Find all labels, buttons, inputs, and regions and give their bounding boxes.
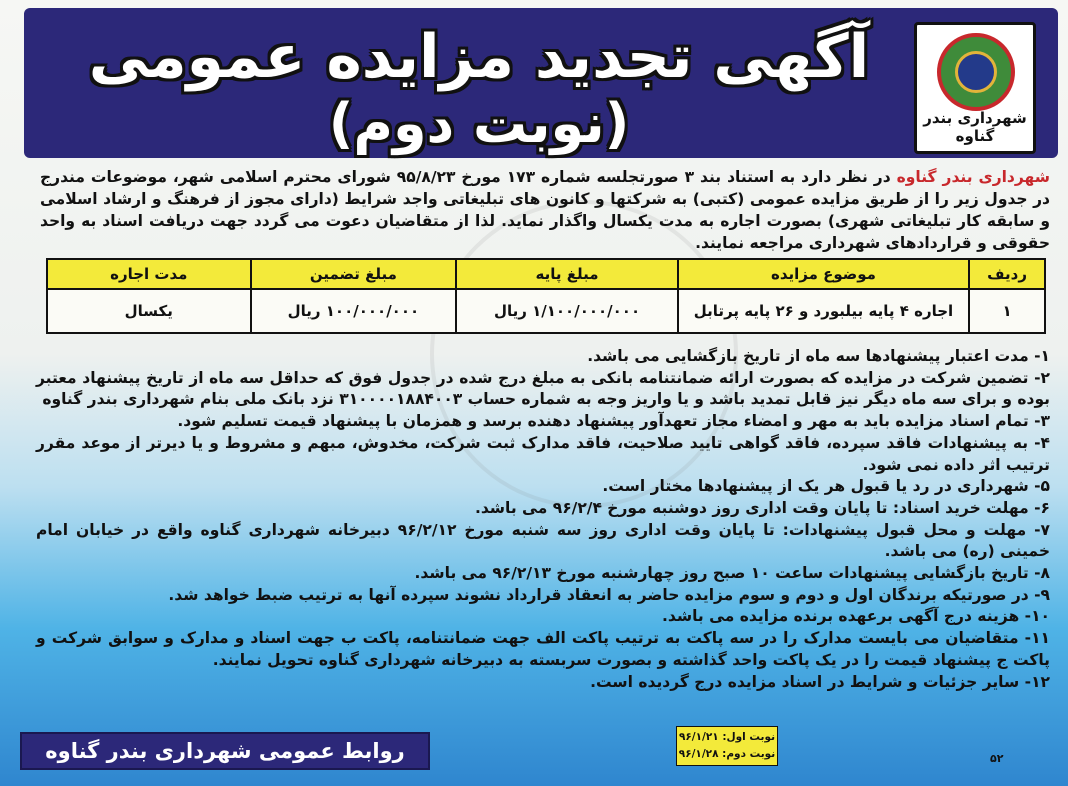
logo-caption: شهرداری بندر گناوه	[923, 109, 1027, 145]
logo-emblem-icon	[937, 33, 1015, 111]
term-item: ۲- تضمین شرکت در مزایده که بصورت ارائه ضمانتنامه بانکی به مبلغ درج شده در جدول فوق که حداقل سه ماه از تاریخ پیشنهاد معتبر بوده و برای سه ماه دیگر نیز قابل تمدید باشد و یا واریز وجه به شماره حساب ۳۱۰۰۰۰۱۸۸۴۰۰۳ نزد بانک ملی بنام شهرداری بندر گناوه	[36, 368, 1050, 409]
term-item: ۱۰- هزینه درج آگهی برعهده برنده مزایده می باشد.	[661, 607, 1050, 626]
table-row	[47, 289, 1045, 333]
term-item: ۱۲- سایر جزئیات و شرایط در اسناد مزایده درج گردیده است.	[590, 672, 1050, 691]
intro-org: شهرداری بندر گناوه	[896, 168, 1051, 186]
auction-table	[46, 258, 1046, 334]
term-item: ۸- تاریخ بازگشایی پیشنهادات ساعت ۱۰ صبح روز چهارشنبه مورخ ۹۶/۲/۱۳ می باشد.	[414, 564, 1050, 583]
table-cell: ۱/۱۰۰/۰۰۰/۰۰۰ ریال	[456, 289, 678, 333]
table-header: مبلغ تضمین	[251, 259, 457, 289]
term-item: ۹- در صورتیکه برندگان اول و دوم و سوم مزایده حاضر به انعقاد قرارداد نشوند سپرده آنها به ترتیب ضبط خواهد شد.	[168, 585, 1050, 604]
table-cell: یکسال	[47, 289, 251, 333]
term-item: ۴- به پیشنهادات فاقد سپرده، فاقد گواهی تایید صلاحیت، فاقد مدارک ثبت شرکت، مخدوش، مبهم و مشروط و یا دیرتر از موعد مقرر ترتیب اثر داده نمی شود.	[36, 433, 1050, 474]
second-round-date: نوبت دوم: ۹۶/۱/۲۸	[678, 748, 776, 760]
term-item: ۷- مهلت و محل قبول پیشنهادات: تا پایان وقت اداری روز سه شنبه مورخ ۹۶/۲/۱۲ دبیرخانه شهرداری گناوه واقع در خیابان امام خمینی (ره) می باشد.	[36, 520, 1050, 561]
first-round-date: نوبت اول: ۹۶/۱/۲۱	[678, 731, 776, 743]
term-item: ۱۱- متقاضیان می بایست مدارک را در سه پاکت به ترتیب پاکت الف جهت ضمانتنامه، پاکت ب جهت اسناد و مدارک و سوابق شرکت و پاکت ج پیشنهاد قیمت را در یک پاکت واحد گذاشته و بصورت سربسته به دبیرخانه شهرداری گناوه تحویل نمایند.	[36, 629, 1050, 669]
intro-paragraph	[40, 166, 1050, 254]
table-header: ردیف	[969, 259, 1045, 289]
term-item: ۵- شهرداری در رد یا قبول هر یک از پیشنهادها مختار است.	[602, 477, 1050, 496]
logo-inner-icon	[955, 51, 997, 93]
term-item: ۶- مهلت خرید اسناد: تا پایان وقت اداری روز دوشنبه مورخ ۹۶/۲/۴ می باشد.	[474, 498, 1050, 517]
notice-subtitle: (نوبت دوم)	[328, 92, 630, 155]
table-header: مدت اجاره	[47, 259, 251, 289]
table-header: موضوع مزایده	[678, 259, 969, 289]
table-cell: ۱	[969, 289, 1045, 333]
terms-list	[36, 346, 1050, 693]
table-header: مبلغ پایه	[456, 259, 678, 289]
notice-title: آگهی تجدید مزایده عمومی	[88, 22, 870, 92]
table-cell: اجاره ۴ پایه بیلبورد و ۲۶ پایه پرتابل	[678, 289, 969, 333]
table-cell: ۱۰۰/۰۰۰/۰۰۰ ریال	[251, 289, 457, 333]
term-item: ۱- مدت اعتبار پیشنهادها سه ماه از تاریخ بازگشایی می باشد.	[587, 347, 1050, 365]
header-banner	[24, 8, 1058, 158]
table-header-row	[47, 259, 1045, 289]
page-number: ۵۲	[990, 752, 1004, 765]
publication-dates-box	[676, 726, 778, 766]
term-item: ۳- تمام اسناد مزایده باید به مهر و امضاء مجاز تعهدآور پیشنهاد دهنده برسد و همزمان با پیشنهاد قیمت تسلیم شود.	[177, 412, 1050, 431]
municipality-logo	[914, 22, 1036, 154]
public-relations-signature: روابط عمومی شهرداری بندر گناوه	[20, 732, 430, 770]
intro-text: در نظر دارد به استناد بند ۳ صورتجلسه شماره ۱۷۳ مورخ ۹۵/۸/۲۳ شورای محترم اسلامی شهر، موضوعات مندرج در جدول زیر را از طریق مزایده عمومی (کتبی) به شرکتها و کانون های تبلیغاتی واجد شرایط (دارای مجوز از فرهنگ و ارشاد اسلامی و سابقه کار تبلیغاتی شهری) بصورت اجاره به مدت یکسال واگذار نماید. لذا از متقاضیان دعوت می گردد جهت دریافت اسناد به واحد حقوقی و قراردادهای شهرداری مراجعه نمایند.	[40, 168, 1050, 252]
